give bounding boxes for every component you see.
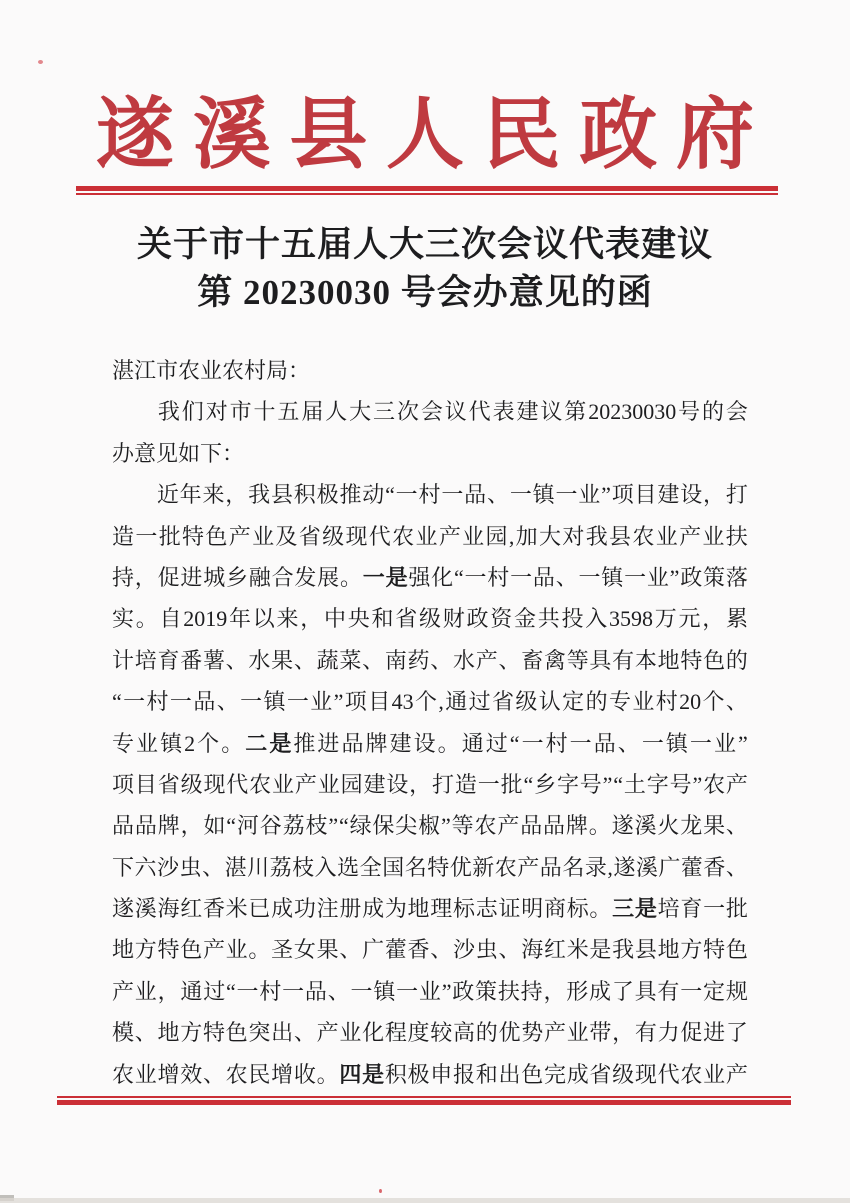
body-line: 项 目 省 级 现 代 农 业 产 业 园 建 设 ， 打 造 一 批 “ 乡 字 号 ” “ 土 字 号 ” 农 产 <box>112 771 748 797</box>
body-line: 模 、 地 方 特 色 突 出 、 产 业 化 程 度 较 高 的 优 势 产 业 带 ， 有 力 促 进 了 <box>112 1020 748 1046</box>
scan-edge <box>0 1198 850 1203</box>
masthead-title <box>96 92 754 178</box>
body-line: 遂 溪 海 红 香 米 已 成 功 注 册 成 为 地 理 标 志 证 明 商 标 。 三 是 培 育 一 批 <box>112 896 748 922</box>
body-line: 近 年 来 ， 我 县 积 极 推 动 “ 一 村 一 品 、 一 镇 一 业 ” 项 目 建 设 ， 打 <box>156 482 748 508</box>
masthead-char: 溪 <box>192 91 271 178</box>
body-line: 造 一 批 特 色 产 业 及 省 级 现 代 农 业 产 业 园 , 加 大 对 我 县 农 业 产 业 扶 <box>112 523 748 549</box>
body-line: 我 们 对 市 十 五 届 人 大 三 次 会 议 代 表 建 议 第 20230030 号 的 会 <box>157 399 748 425</box>
body-line: 下 六 沙 虫 、 湛 川 荔 枝 入 选 全 国 名 特 优 新 农 产 品 名 录 , 遂 溪 广 藿 香 、 <box>112 854 748 880</box>
body-line: 实 。 自 2019 年 以 来 ， 中 央 和 省 级 财 政 资 金 共 投 入 3598 万 元 ， 累 <box>112 606 748 632</box>
masthead-char: 府 <box>675 91 754 178</box>
masthead-char: 人 <box>385 91 464 178</box>
body-line: 计 培 育 番 薯 、 水 果 、 蔬 菜 、 南 药 、 水 产 、 畜 禽 等 具 有 本 地 特 色 的 <box>112 647 748 673</box>
doc-title-line1: 关于市十五届人大三次会议代表建议 <box>136 225 713 264</box>
footer-rule <box>57 1096 791 1105</box>
masthead-char: 遂 <box>96 91 175 178</box>
masthead-char: 政 <box>579 91 658 178</box>
body-line: 品 品 牌 ， 如 “ 河 谷 荔 枝 ” “ 绿 保 尖 椒 ” 等 农 产 品 品 牌 。 遂 溪 火 龙 果 、 <box>112 813 748 839</box>
body-line: 专 业 镇 2 个 。 二 是 推 进 品 牌 建 设 。 通 过 “ 一 村 一 品 、 一 镇 一 业 ” <box>112 730 748 756</box>
doc-title-line2: 第 20230030 号会办意见的函 <box>197 273 653 312</box>
body-line: 农 业 增 效 、 农 民 增 收 。 四 是 积 极 申 报 和 出 色 完 成 省 级 现 代 农 业 产 <box>112 1061 748 1087</box>
masthead-char: 县 <box>289 91 368 178</box>
body-text <box>112 350 748 1095</box>
body-line: 产 业 ， 通 过 “ 一 村 一 品 、 一 镇 一 业 ” 政 策 扶 持 ， 形 成 了 具 有 一 定 规 <box>112 978 748 1004</box>
body-line: 湛江市农业农村局： <box>112 358 311 383</box>
body-line: 持 ， 促 进 城 乡 融 合 发 展 。 一 是 强 化 “ 一 村 一 品 、 一 镇 一 业 ” 政 策 落 <box>112 564 748 590</box>
scan-speck <box>379 1189 382 1193</box>
masthead-char: 民 <box>482 91 561 178</box>
body-line: 办意见如下： <box>112 440 245 466</box>
body-line: 地 方 特 色 产 业 。 圣 女 果 、 广 藿 香 、 沙 虫 、 海 红 米 是 我 县 地 方 特 色 <box>112 937 748 963</box>
scan-speck <box>38 60 43 64</box>
rule-thin-bar <box>76 193 778 195</box>
masthead-rule <box>76 186 778 195</box>
rule-thick-bar <box>57 1100 791 1105</box>
body-line: “ 一 村 一 品 、 一 镇 一 业 ” 项 目 43 个 , 通 过 省 级 认 定 的 专 业 村 20 个 、 <box>112 689 748 715</box>
doc-title <box>0 221 850 317</box>
